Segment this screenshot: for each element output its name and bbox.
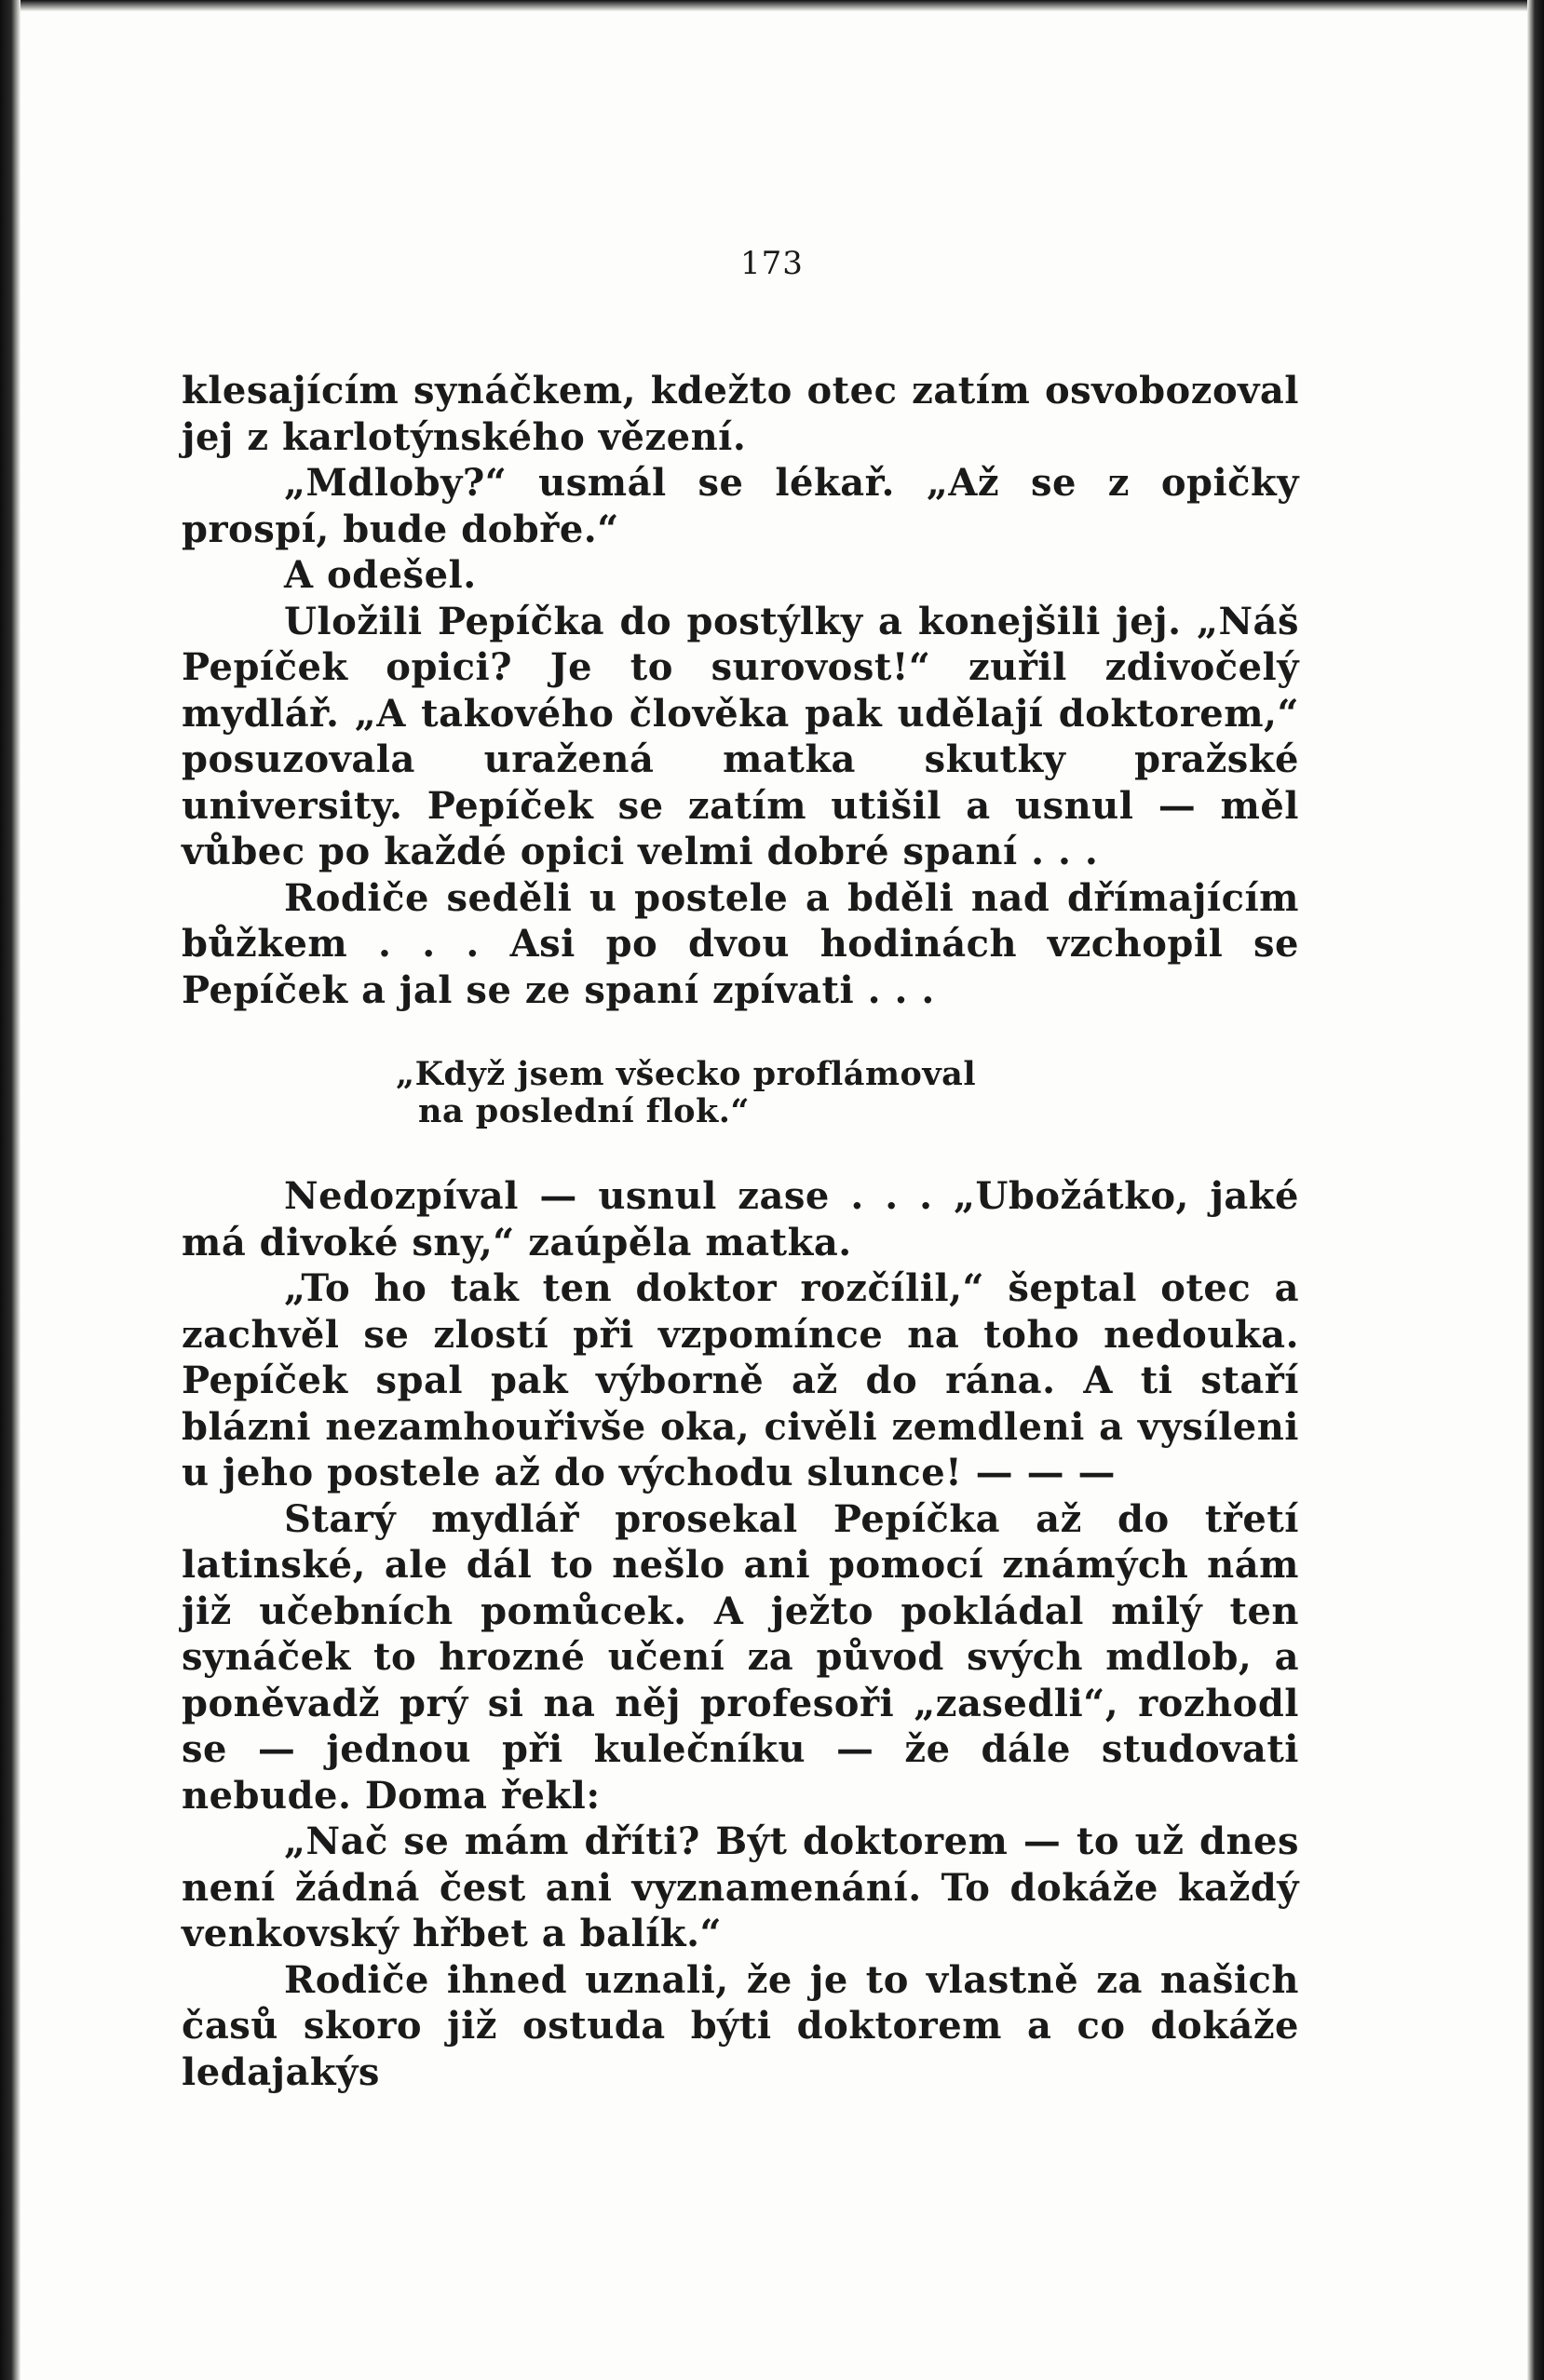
paragraph: „Nač se mám dříti? Být doktorem — to už dnes není žádná čest ani vyznamenání. To dokáže každý venkovský hřbet a balík.“	[182, 1819, 1299, 1955]
scan-edge-left	[0, 0, 20, 2380]
song-line: „Když jsem všecko proflámoval	[396, 1055, 977, 1093]
body-text	[182, 368, 1299, 2095]
paragraph: klesajícím synáčkem, kdežto otec zatím osvobozoval jej z karlotýnského vězení.	[182, 369, 1299, 459]
paragraph: Uložili Pepíčka do postýlky a konejšili jej. „Náš Pepíček opici? Je to surovost!“ zuřil zdivočelý mydlář. „A takového člověka pak udělají doktorem,“ posuzovala uražená matka skutky pražské university. Pepíček se zatím utišil a usnul — měl vůbec po každé opici velmi dobré spaní . . .	[182, 599, 1299, 873]
paragraph: „Mdloby?“ usmál se lékař. „Až se z opičky prospí, bude dobře.“	[182, 461, 1299, 551]
song-line: na poslední flok.“	[418, 1092, 751, 1130]
song-quote	[182, 1056, 1299, 1130]
scan-edge-right	[1527, 0, 1544, 2380]
scan-edge-top	[0, 0, 1544, 11]
paragraph: Nedozpíval — usnul zase . . . „Ubožátko, jaké má divoké sny,“ zaúpěla matka.	[182, 1174, 1299, 1264]
paragraph: „To ho tak ten doktor rozčílil,“ šeptal otec a zachvěl se zlostí při vzpomínce na toho nedouka. Pepíček spal pak výborně až do rána. A ti staří blázni nezamhouřivše oka, civěli zemdleni a vysíleni u jeho postele až do východu slunce! — — —	[182, 1266, 1299, 1494]
paragraph: Rodiče ihned uznali, že je to vlastně za našich časů skoro již ostuda býti doktorem a co dokáže ledajakýs	[182, 1957, 1299, 2094]
paragraph: Starý mydlář prosekal Pepíčka až do třetí latinské, ale dál to nešlo ani pomocí známých nám již učebních pomůcek. A ježto pokládal milý ten synáček to hrozné učení za původ svých mdlob, a poněvadž prý si na něj profesoři „zasedli“, rozhodl se — jednou při kulečníku — že dále studovati nebude. Doma řekl:	[182, 1496, 1299, 1818]
paragraph: A odešel.	[284, 553, 477, 597]
paragraph: Rodiče seděli u postele a bděli nad dřímajícím bůžkem . . . Asi po dvou hodinách vzchopil se Pepíček a jal se ze spaní zpívati . . .	[182, 875, 1299, 1012]
page-number: 173	[740, 245, 804, 282]
